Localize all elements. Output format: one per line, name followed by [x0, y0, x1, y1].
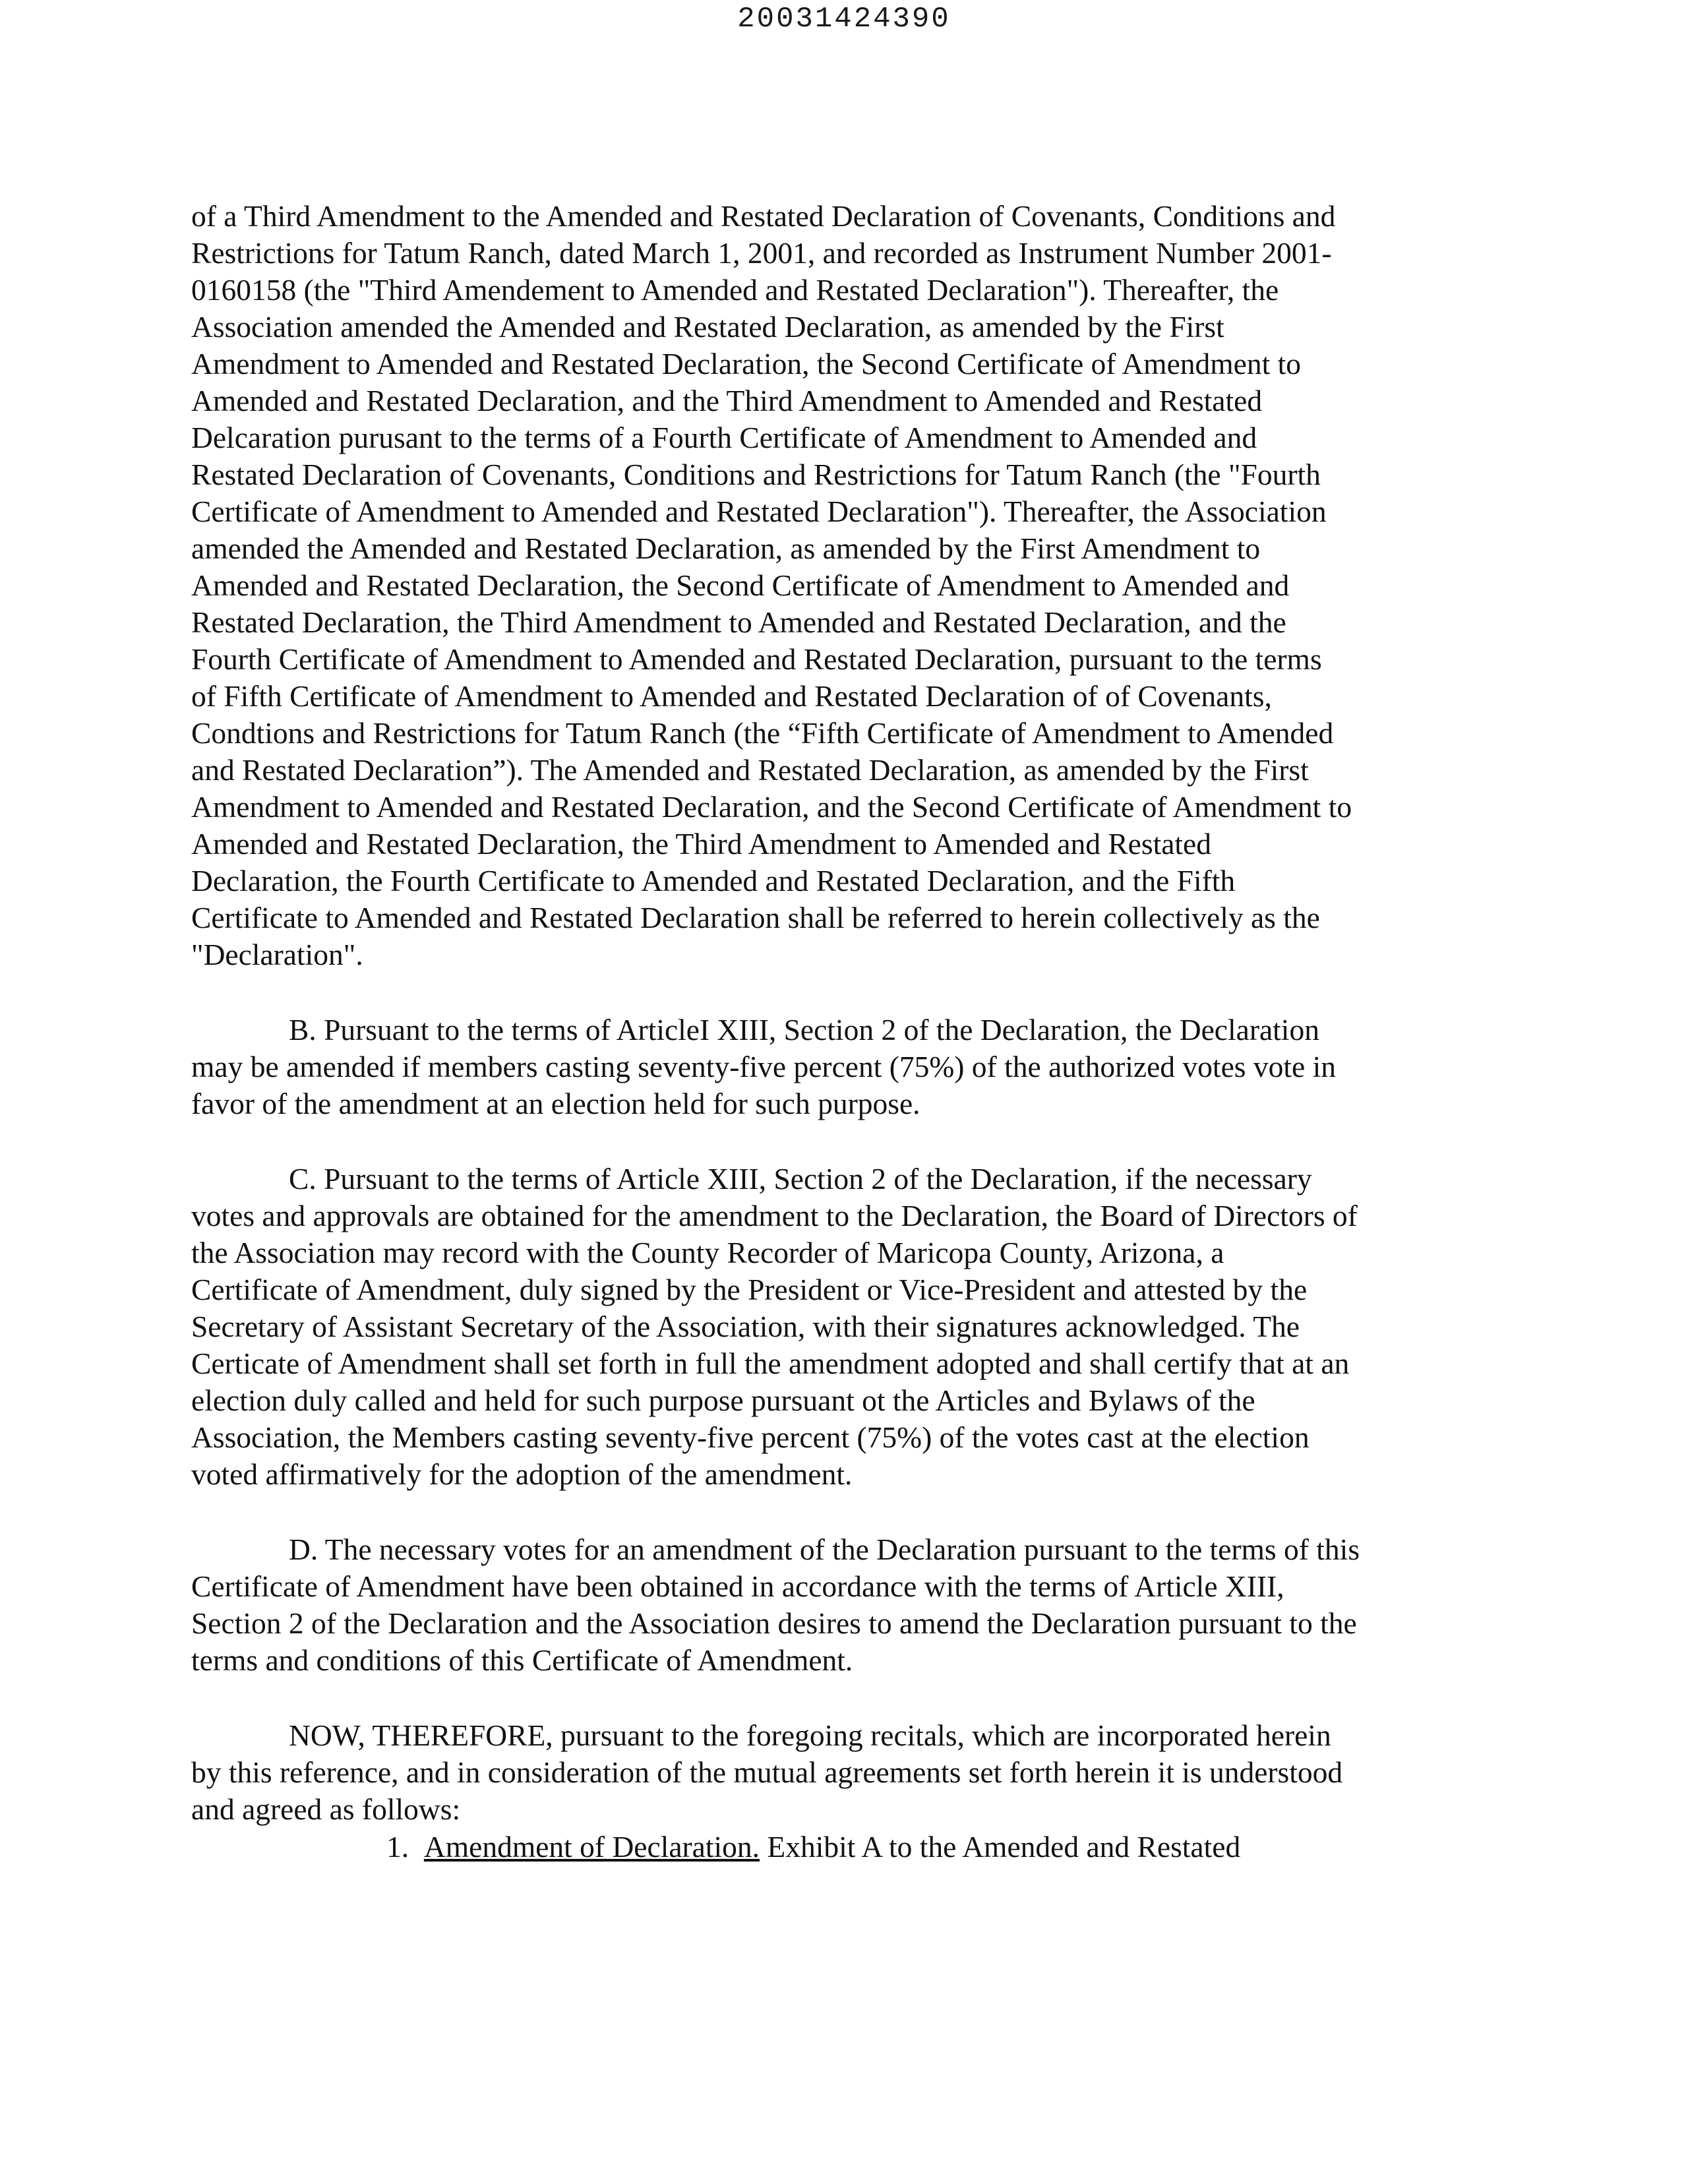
- paragraph-line: Secretary of Assistant Secretary of the Association, with their signatures acknowledged. The: [191, 1310, 1300, 1343]
- item-number: 1.: [386, 1830, 409, 1864]
- recital-d-paragraph: [191, 1531, 1510, 1679]
- paragraph-spacer: [191, 1493, 1510, 1531]
- paragraph-line: may be amended if members casting seventy-five percent (75%) of the authorized votes vote in: [191, 1050, 1336, 1083]
- paragraph-line: of Fifth Certificate of Amendment to Amended and Restated Declaration of of Covenants,: [191, 679, 1272, 713]
- paragraph-line: Restated Declaration of Covenants, Conditions and Restrictions for Tatum Ranch (the "Fourth: [191, 458, 1321, 491]
- numbered-item-1: [386, 1829, 1240, 1866]
- paragraph-line: terms and conditions of this Certificate of Amendment.: [191, 1643, 853, 1677]
- paragraph-line: "Declaration".: [191, 938, 363, 971]
- paragraph-line: Amended and Restated Declaration, the Third Amendment to Amended and Restated: [191, 827, 1211, 861]
- paragraph-line: Section 2 of the Declaration and the Association desires to amend the Declaration pursuant to the: [191, 1606, 1357, 1640]
- now-therefore-paragraph: [191, 1717, 1510, 1828]
- paragraph-line: Certificate of Amendment have been obtained in accordance with the terms of Article XIII,: [191, 1569, 1284, 1603]
- document-body: [191, 198, 1510, 1828]
- paragraph-line: Certicate of Amendment shall set forth in full the amendment adopted and shall certify that at an: [191, 1347, 1350, 1380]
- paragraph-line: D. The necessary votes for an amendment of the Declaration pursuant to the terms of this: [289, 1532, 1360, 1566]
- paragraph-spacer: [191, 1679, 1510, 1717]
- paragraph-line: Amendment to Amended and Restated Declaration, and the Second Certificate of Amendment to: [191, 790, 1352, 824]
- item-text: Exhibit A to the Amended and Restated: [760, 1830, 1241, 1864]
- paragraph-line: C. Pursuant to the terms of Article XIII, Section 2 of the Declaration, if the necessary: [289, 1162, 1312, 1196]
- paragraph-line: the Association may record with the County Recorder of Maricopa County, Arizona, a: [191, 1236, 1224, 1269]
- paragraph-line: and agreed as follows:: [191, 1792, 461, 1826]
- paragraph-line: of a Third Amendment to the Amended and Restated Declaration of Covenants, Conditions and: [191, 199, 1336, 233]
- paragraph-line: Delcaration purusant to the terms of a Fourth Certificate of Amendment to Amended and: [191, 421, 1257, 454]
- paragraph-line: Association amended the Amended and Restated Declaration, as amended by the First: [191, 310, 1224, 344]
- paragraph-line: Certificate of Amendment to Amended and Restated Declaration"). Thereafter, the Association: [191, 495, 1327, 528]
- paragraph-line: Restated Declaration, the Third Amendment to Amended and Restated Declaration, and the: [191, 605, 1286, 639]
- paragraph-line: Declaration, the Fourth Certificate to Amended and Restated Declaration, and the Fifth: [191, 864, 1236, 897]
- item-heading: Amendment of Declaration.: [423, 1830, 760, 1864]
- paragraph-line: Amendment to Amended and Restated Declaration, the Second Certificate of Amendment to: [191, 347, 1302, 380]
- paragraph-line: 0160158 (the "Third Amendement to Amended and Restated Declaration"). Thereafter, the: [191, 273, 1279, 307]
- paragraph-line: Amended and Restated Declaration, the Second Certificate of Amendment to Amended and: [191, 568, 1290, 602]
- document-number: 20031424390: [737, 3, 951, 36]
- paragraph-spacer: [191, 973, 1510, 1012]
- paragraph-line: Fourth Certificate of Amendment to Amended and Restated Declaration, pursuant to the terms: [191, 642, 1322, 676]
- paragraph-line: Association, the Members casting seventy-five percent (75%) of the votes cast at the election: [191, 1420, 1310, 1454]
- paragraph-line: amended the Amended and Restated Declaration, as amended by the First Amendment to: [191, 531, 1261, 565]
- paragraph-line: by this reference, and in consideration of the mutual agreements set forth herein it is understood: [191, 1755, 1343, 1789]
- paragraph-spacer: [191, 1122, 1510, 1161]
- paragraph-line: voted affirmatively for the adoption of the amendment.: [191, 1457, 853, 1491]
- paragraph-line: NOW, THEREFORE, pursuant to the foregoing recitals, which are incorporated herein: [289, 1718, 1331, 1752]
- paragraph-line: election duly called and held for such purpose pursuant ot the Articles and Bylaws of the: [191, 1383, 1255, 1417]
- paragraph-line: votes and approvals are obtained for the amendment to the Declaration, the Board of Directors of: [191, 1199, 1358, 1232]
- paragraph-line: and Restated Declaration”). The Amended and Restated Declaration, as amended by the First: [191, 753, 1309, 787]
- recital-a-continued-paragraph: [191, 198, 1510, 973]
- paragraph-line: favor of the amendment at an election held for such purpose.: [191, 1087, 920, 1120]
- paragraph-line: Amended and Restated Declaration, and the Third Amendment to Amended and Restated: [191, 384, 1263, 417]
- paragraph-line: Certificate to Amended and Restated Declaration shall be referred to herein collectively as the: [191, 901, 1320, 934]
- paragraph-line: Condtions and Restrictions for Tatum Ranch (the “Fifth Certificate of Amendment to Amended: [191, 716, 1334, 750]
- paragraph-line: B. Pursuant to the terms of ArticleI XIII, Section 2 of the Declaration, the Declaration: [289, 1013, 1319, 1046]
- paragraph-line: Certificate of Amendment, duly signed by the President or Vice-President and attested by the: [191, 1273, 1308, 1306]
- paragraph-line: Restrictions for Tatum Ranch, dated March 1, 2001, and recorded as Instrument Number 2001-: [191, 236, 1332, 270]
- recital-c-paragraph: [191, 1161, 1510, 1493]
- recital-b-paragraph: [191, 1012, 1510, 1122]
